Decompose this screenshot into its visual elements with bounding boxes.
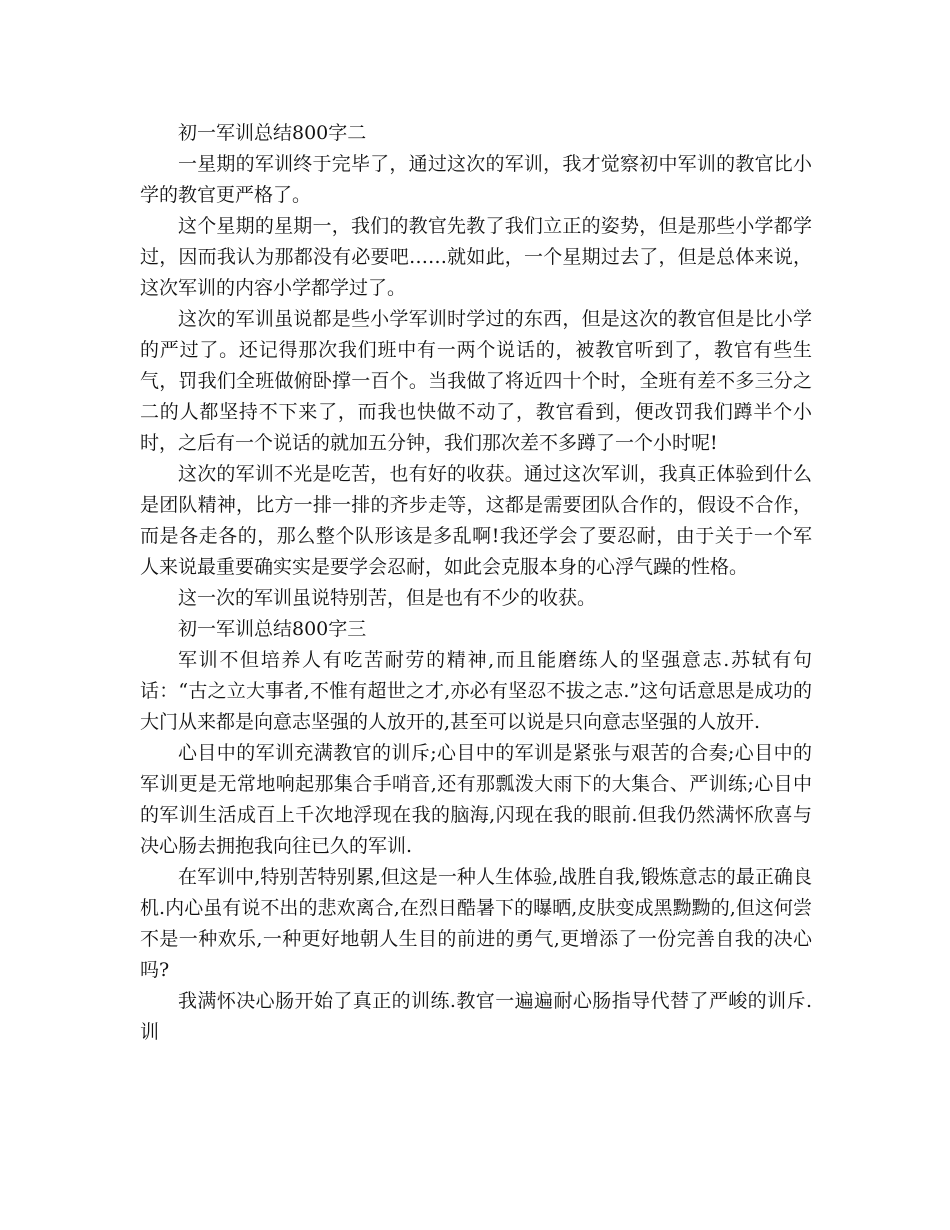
paragraph: 这次的军训不光是吃苦，也有好的收获。通过这次军训，我真正体验到什么是团队精神，比方一排一排的齐步走等，这都是需要团队合作的，假设不合作，而是各走各的，那么整个队形该是多乱啊!我还学会了要忍耐，由于关于一个军人来说最重要确实实是要学会忍耐，如此会克服本身的心浮气躁的性格。 bbox=[140, 463, 812, 578]
paragraph: 在军训中,特别苦特别累,但这是一种人生体验,战胜自我,锻炼意志的最正确良机.内心虽有说不出的悲欢离合,在烈日酷暑下的曝晒,皮肤变成黑黝黝的,但这何尝不是一种欢乐,一种更好地朝人生目的前进的勇气,更增添了一份完善自我的决心吗? bbox=[140, 866, 812, 981]
document-body bbox=[140, 118, 812, 1048]
paragraph: 这个星期的星期一，我们的教官先教了我们立正的姿势，但是那些小学都学过，因而我认为那都没有必要吧……就如此，一个星期过去了，但是总体来说，这次军训的内容小学都学过了。 bbox=[140, 215, 812, 299]
paragraph: 心目中的军训充满教官的训斥;心目中的军训是紧张与艰苦的合奏;心目中的军训更是无常地响起那集合手哨音,还有那瓢泼大雨下的大集合、严训练;心目中的军训生活成百上千次地浮现在我的脑海,闪现在我的眼前.但我仍然满怀欣喜与决心肠去拥抱我向往已久的军训. bbox=[140, 742, 812, 857]
section-heading: 初一军训总结800字二 bbox=[178, 122, 367, 144]
paragraph: 一星期的军训终于完毕了，通过这次的军训，我才觉察初中军训的教官比小学的教官更严格了。 bbox=[140, 153, 812, 206]
paragraph: 这一次的军训虽说特别苦，但是也有不少的收获。 bbox=[178, 587, 597, 609]
paragraph: 我满怀决心肠开始了真正的训练.教官一遍遍耐心肠指导代替了严峻的训斥.训 bbox=[140, 990, 812, 1043]
paragraph: 军训不但培养人有吃苦耐劳的精神,而且能磨练人的坚强意志.苏轼有句话：“古之立大事者,不惟有超世之才,亦必有坚忍不拔之志.”这句话意思是成功的大门从来都是向意志坚强的人放开的,甚至可以说是只向意志坚强的人放开. bbox=[140, 649, 812, 733]
section-heading: 初一军训总结800字三 bbox=[178, 618, 367, 640]
paragraph: 这次的军训虽说都是些小学军训时学过的东西，但是这次的教官但是比小学的严过了。还记得那次我们班中有一两个说话的，被教官听到了，教官有些生气，罚我们全班做俯卧撑一百个。当我做了将近四十个时，全班有差不多三分之二的人都坚持不下来了，而我也快做不动了，教官看到，便改罚我们蹲半个小时，之后有一个说话的就加五分钟，我们那次差不多蹲了一个小时呢! bbox=[140, 308, 812, 454]
